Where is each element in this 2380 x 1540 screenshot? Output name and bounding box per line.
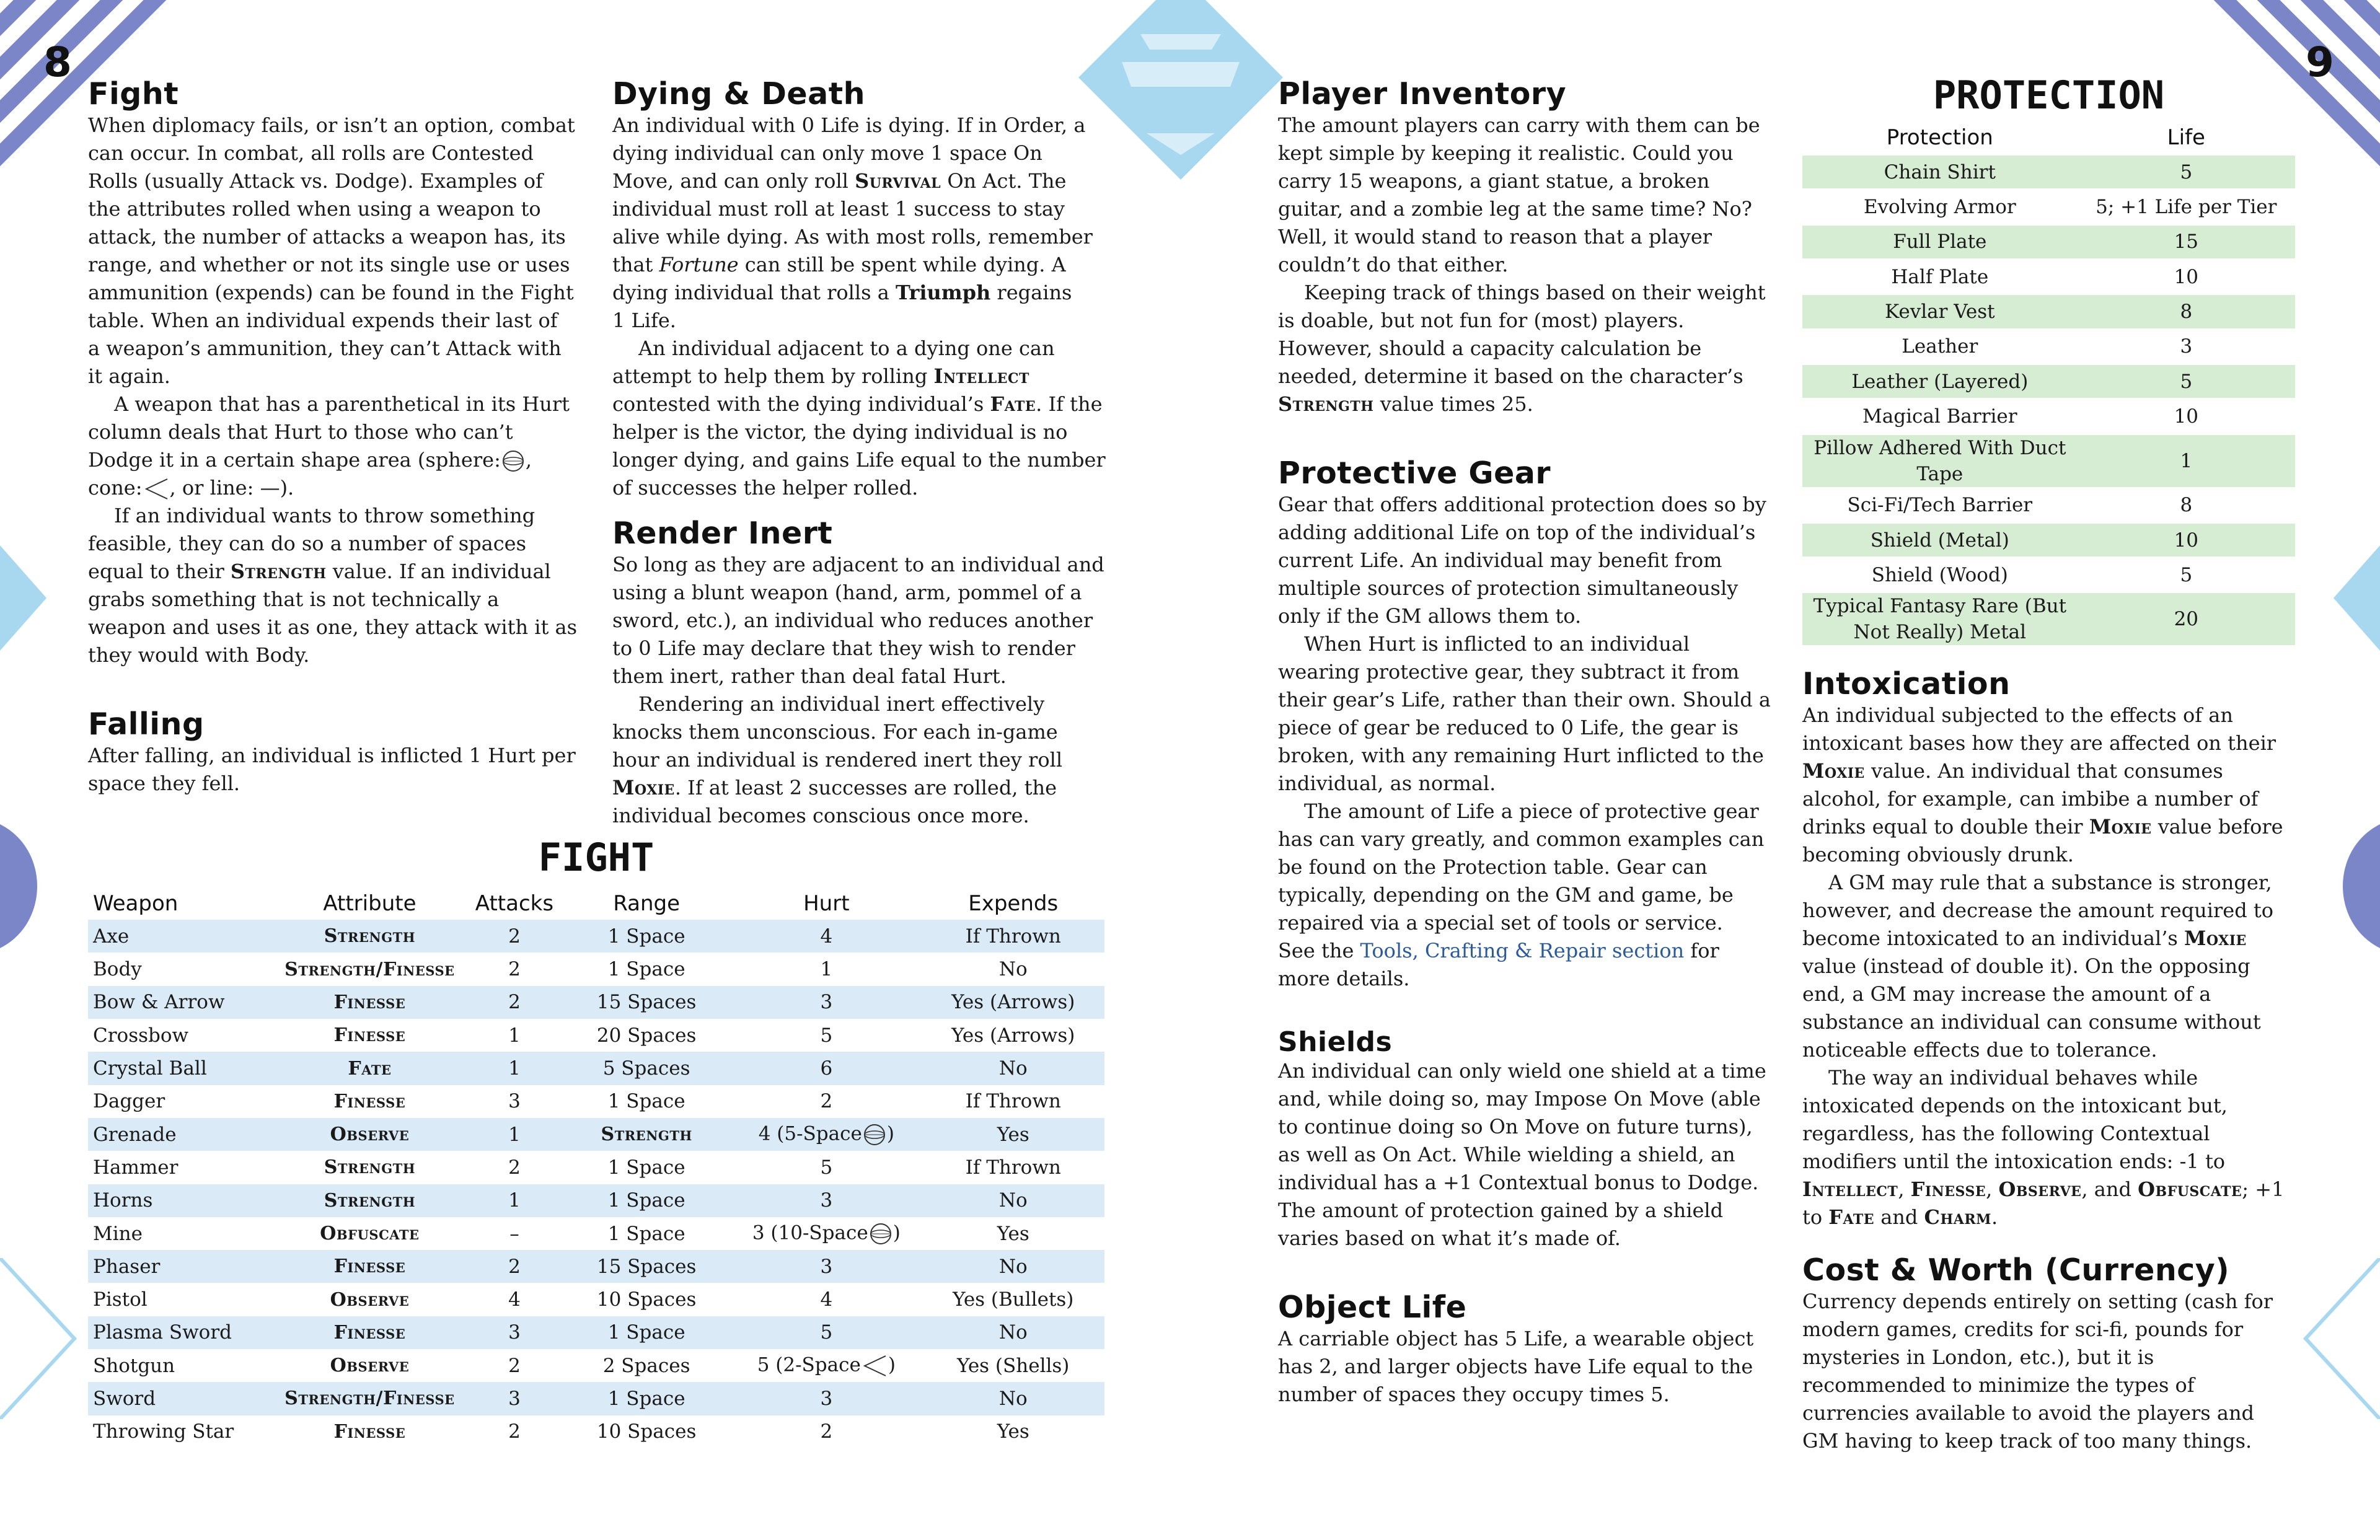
weapon-cell: Throwing Star [93, 1420, 234, 1443]
table-row [88, 1052, 1104, 1085]
column-header: Range [613, 891, 680, 917]
protection-name-cell: Pillow Adhered With Duct Tape [1802, 434, 2078, 488]
protection-name-cell: Evolving Armor [1802, 190, 2078, 224]
protection-life-cell: 8 [2078, 488, 2295, 522]
table-row [88, 1316, 1104, 1349]
table-row [1802, 260, 2295, 294]
edge-diamond-left [0, 545, 50, 651]
attribute-cell: Strength [273, 1184, 467, 1217]
table-row [1802, 558, 2295, 592]
table-row [1802, 364, 2295, 398]
range-cell: 1 Space [607, 1090, 685, 1113]
attacks-cell: 1 [467, 1118, 562, 1151]
protection-table [1802, 121, 2295, 645]
hurt-cell: 3 [731, 1250, 922, 1283]
table-row [1802, 488, 2295, 522]
range-cell: 1 Space [562, 1184, 731, 1217]
attacks-cell: 1 [508, 1024, 521, 1047]
table-row [88, 1250, 1104, 1283]
fight-table-title: FIGHT [538, 835, 654, 880]
protection-life-cell: 20 [2078, 592, 2295, 646]
weapon-cell: Crystal Ball [88, 1052, 273, 1085]
protection-life-cell: 5; +1 Life per Tier [2078, 190, 2295, 224]
protection-life-cell: 10 [2078, 260, 2295, 294]
dying-paragraph-1: An individual with 0 Life is dying. If in Order, a dying individual can only move 1 space On Move, and can only roll Survival On Act. The individual must roll at least 1 success to stay alive while dying. As with most rolls, remember that Fortune can still be spent while dying. A dying individual that rolls a Triumph regains 1 Life. [612, 113, 1093, 332]
expends-cell: No [922, 1316, 1104, 1349]
protection-life-cell: 10 [2078, 522, 2295, 557]
column-header: Expends [968, 891, 1059, 917]
currency-paragraph: Currency depends entirely on setting (cash for modern games, credits for sci-fi, pounds for mysteries in London, etc.), but it is recommended to minimize the types of currencies available to avoid the players and GM having to keep track of too many things. [1802, 1290, 2273, 1453]
table-row [1802, 294, 2295, 329]
column-4 [1802, 74, 2295, 1455]
attacks-cell: 2 [508, 1156, 521, 1179]
attribute-cell: Obfuscate [320, 1223, 420, 1244]
weapon-cell: Body [93, 958, 142, 981]
attribute-cell: Finesse [273, 1250, 467, 1283]
attribute-cell: Finesse [273, 986, 467, 1019]
render-inert-paragraph-1: So long as they are adjacent to an individual and using a blunt weapon (hand, arm, pommel of a sword, etc.), an individual who reduces another to 0 Life may declare that they wish to render them inert, rather than deal fatal Hurt. [612, 552, 1104, 688]
protection-name-cell: Shield (Metal) [1802, 522, 2078, 557]
fight-table-section [88, 837, 1104, 1448]
hurt-cell: 1 [820, 958, 833, 981]
fight-table-header-row [88, 887, 1104, 920]
range-cell: 15 Spaces [562, 1250, 731, 1283]
intoxication-paragraph-3: The way an individual behaves while intoxicated depends on the intoxicant but, regardless, has the following Contextual modifiers until the intoxication ends: -1 to Intellect, Finesse, Observe, and Obfuscate; +1 to Fate and Charm. [1802, 1066, 2285, 1230]
hurt-cell: 4 (5-Space ) [731, 1118, 922, 1151]
hurt-cell: 4 [731, 920, 922, 953]
range-cell: Strength [562, 1118, 731, 1151]
object-life-heading: Object Life [1278, 1290, 1467, 1326]
range-cell: 10 Spaces [596, 1288, 697, 1311]
attacks-cell: 2 [467, 1250, 562, 1283]
weapon-cell: Bow & Arrow [88, 986, 273, 1019]
falling-paragraph: After falling, an individual is inflicted 1 Hurt per space they fell. [88, 743, 576, 795]
expends-cell: Yes (Shells) [957, 1354, 1070, 1377]
table-row [1802, 190, 2295, 224]
protection-name-cell: Kevlar Vest [1802, 294, 2078, 329]
attacks-cell: 2 [508, 1420, 521, 1443]
attribute-cell: Strength/Finesse [273, 1382, 467, 1415]
table-row [88, 1184, 1104, 1217]
attacks-cell: 3 [467, 1382, 562, 1415]
column-header: Weapon [93, 891, 178, 917]
weapon-cell: Hammer [93, 1156, 178, 1179]
expends-cell: Yes (Arrows) [922, 986, 1104, 1019]
table-row [88, 1118, 1104, 1151]
attacks-cell: 2 [508, 958, 521, 981]
protection-table-header-row [1802, 121, 2295, 155]
column-header: Attribute [323, 891, 416, 917]
table-row [88, 920, 1104, 953]
edge-diamond-outline-right [2299, 1258, 2380, 1419]
table-row [88, 1349, 1104, 1382]
protection-name-cell: Leather (Layered) [1802, 364, 2078, 398]
range-cell: 10 Spaces [596, 1420, 697, 1443]
attribute-cell: Finesse [333, 1024, 406, 1047]
hurt-cell: 3 [731, 986, 922, 1019]
table-row [88, 1283, 1104, 1316]
edge-diamond-right [2330, 545, 2380, 651]
table-row [1802, 329, 2295, 364]
attribute-cell: Observe [330, 1355, 410, 1377]
table-row [88, 1151, 1104, 1184]
protective-gear-paragraph-1: Gear that offers additional protection does so by adding additional Life on top of the individual’s current Life. An individual may benefit from multiple sources of protection simultaneously only if the GM allows them to. [1278, 492, 1766, 628]
hurt-cell: 2 [820, 1090, 833, 1113]
expends-cell: If Thrown [922, 920, 1104, 953]
range-cell: 2 Spaces [602, 1354, 690, 1377]
expends-cell: If Thrown [965, 1156, 1061, 1179]
protection-life-cell: 15 [2078, 224, 2295, 259]
hurt-cell: 5 [731, 1316, 922, 1349]
expends-cell: No [998, 958, 1028, 981]
column-header: Attacks [475, 891, 554, 917]
fight-table-body [88, 920, 1104, 1448]
shields-heading: Shields [1278, 1026, 1393, 1058]
cone-shape-icon [143, 477, 170, 501]
protective-gear-paragraph-3: The amount of Life a piece of protective gear has can vary greatly, and common examples can be found on the Protection table. Gear can typically, depending on the GM and game, be repaired via a special set of tools or service. See the Tools, Crafting & Repair section for more details. [1278, 799, 1765, 990]
attribute-cell: Strength [324, 1156, 416, 1179]
table-row [88, 1019, 1104, 1052]
fight-heading: Fight [88, 76, 179, 112]
edge-half-circle-right [2337, 824, 2380, 948]
protection-name-cell: Full Plate [1802, 224, 2078, 259]
column-header: Protection [1886, 125, 1993, 151]
render-inert-heading: Render Inert [612, 515, 833, 551]
attribute-cell: Finesse [333, 1090, 406, 1112]
attacks-cell: 2 [467, 986, 562, 1019]
inventory-paragraph-2: Keeping track of things based on their weight is doable, but not fun for (most) players. However, should a capacity calculation be needed, determine it based on the character’s Strength value times 25. [1278, 280, 1766, 416]
range-cell: 1 Space [562, 920, 731, 953]
table-row [88, 1085, 1104, 1118]
table-row [1802, 399, 2295, 434]
protection-life-cell: 5 [2078, 155, 2295, 190]
hurt-cell: 4 [820, 1288, 833, 1311]
attacks-cell: 1 [467, 1052, 562, 1085]
edge-half-circle-left [0, 824, 43, 948]
expends-cell: No [922, 1184, 1104, 1217]
expends-cell: No [922, 1052, 1104, 1085]
attacks-cell: 2 [508, 1354, 521, 1377]
weapon-cell: Sword [88, 1382, 273, 1415]
protection-name-cell: Sci-Fi/Tech Barrier [1802, 488, 2078, 522]
expends-cell: Yes [922, 1118, 1104, 1151]
range-cell: 1 Space [607, 1156, 685, 1179]
range-cell: 1 Space [607, 1222, 685, 1245]
expends-cell: Yes (Bullets) [953, 1288, 1074, 1311]
center-diamond [1078, 0, 1283, 180]
attacks-cell: 3 [467, 1316, 562, 1349]
protection-life-cell: 3 [2078, 329, 2295, 364]
column-3 [1278, 77, 1771, 1409]
weapon-cell: Shotgun [93, 1354, 175, 1377]
protection-table-body [1802, 155, 2295, 646]
object-life-paragraph: A carriable object has 5 Life, a wearable object has 2, and larger objects have Life equal to the number of spaces they occupy times 5. [1278, 1326, 1754, 1406]
range-cell: 5 Spaces [562, 1052, 731, 1085]
sphere-shape-icon [862, 1122, 887, 1147]
attribute-cell: Observe [330, 1288, 410, 1311]
column-2 [612, 77, 1108, 830]
intoxication-paragraph-1: An individual subjected to the effects of an intoxicant bases how they are affected on their Moxie value. An individual that consumes alcohol, for example, can imbibe a number of drinks equal to double their Moxie value before becoming obviously drunk. [1802, 703, 2283, 867]
inventory-paragraph-1: The amount players can carry with them can be kept simple by keeping it realistic. Could you carry 15 weapons, a giant statue, a broken guitar, and a zombie leg at the same time? No? Well, it would stand to reason that a player couldn’t do that either. [1278, 113, 1760, 276]
hurt-cell: 3 (10-Space ) [731, 1217, 922, 1250]
weapon-cell: Grenade [88, 1118, 273, 1151]
dying-paragraph-2: An individual adjacent to a dying one can attempt to help them by rolling Intellect contested with the dying individual’s Fate. If the helper is the victor, the dying individual is no longer dying, and gains Life equal to the number of successes the helper rolled. [612, 336, 1106, 499]
protection-name-cell: Shield (Wood) [1802, 558, 2078, 592]
table-row [88, 986, 1104, 1019]
edge-diamond-outline-left [0, 1258, 81, 1419]
tools-crafting-repair-link[interactable]: Tools, Crafting & Repair section [1360, 938, 1685, 962]
protection-table-title: PROTECTION [1933, 73, 2165, 118]
protection-life-cell: 10 [2078, 399, 2295, 434]
hurt-cell: 5 (2-Space ) [731, 1349, 922, 1382]
weapon-cell: Plasma Sword [88, 1316, 273, 1349]
attribute-cell: Finesse [333, 1420, 406, 1443]
column-header: Hurt [803, 891, 850, 917]
attacks-cell: – [509, 1222, 519, 1245]
protection-name-cell: Half Plate [1802, 260, 2078, 294]
range-cell: 1 Space [562, 1316, 731, 1349]
weapon-cell: Phaser [88, 1250, 273, 1283]
inventory-heading: Player Inventory [1278, 76, 1567, 112]
expends-cell: No [922, 1382, 1104, 1415]
sphere-shape-icon [501, 449, 526, 473]
falling-heading: Falling [88, 706, 205, 742]
attacks-cell: 2 [467, 920, 562, 953]
column-1 [88, 77, 578, 798]
page-number-left: 8 [43, 38, 72, 86]
range-cell: 15 Spaces [562, 986, 731, 1019]
currency-heading: Cost & Worth (Currency) [1802, 1252, 2230, 1288]
hurt-cell: 5 [820, 1024, 833, 1047]
table-row [1802, 592, 2295, 646]
fight-paragraph-3: If an individual wants to throw something feasible, they can do so a number of spaces equal to their Strength value. If an individual grabs something that is not technically a weapon and uses it as one, they attack with it as they would with Body. [88, 503, 577, 667]
table-row [1802, 522, 2295, 557]
render-inert-paragraph-2: Rendering an individual inert effectively knocks them unconscious. For each in-game hour an individual is rendered inert they roll Moxie. If at least 2 successes are rolled, the individual becomes conscious once more. [612, 692, 1063, 827]
expends-cell: If Thrown [965, 1090, 1061, 1113]
expends-cell: No [922, 1250, 1104, 1283]
weapon-cell: Dagger [93, 1090, 165, 1113]
attacks-cell: 1 [467, 1184, 562, 1217]
attribute-cell: Strength [273, 920, 467, 953]
attribute-cell: Observe [273, 1118, 467, 1151]
attacks-cell: 4 [508, 1288, 521, 1311]
table-row [88, 1415, 1104, 1448]
page-number-right: 9 [2306, 38, 2334, 86]
intoxication-paragraph-2: A GM may rule that a substance is stronger, however, and decrease the amount required to become intoxicated to an individual’s Moxie value (instead of double it). On the opposing end, a GM may increase the amount of a substance an individual can consume without noticeable effects due to tolerance. [1802, 871, 2273, 1062]
table-row [1802, 155, 2295, 190]
dying-heading: Dying & Death [612, 76, 865, 112]
protective-gear-paragraph-2: When Hurt is inflicted to an individual wearing protective gear, they subtract it from their gear’s Life, rather than their own. Should a piece of gear be reduced to 0 Life, the gear is broken, with any remaining Hurt inflicted to the individual, as normal. [1278, 631, 1771, 795]
table-row [88, 953, 1104, 985]
fight-paragraph-1: When diplomacy fails, or isn’t an option, combat can occur. In combat, all rolls are Contested Rolls (usually Attack vs. Dodge). Examples of the attributes rolled when using a weapon to attack, the number of attacks a weapon has, its range, and whether or not its single use or uses ammunition (expends) can be found in the Fight table. When an individual expends their last of a weapon’s ammunition, they can’t Attack with it again. [88, 113, 575, 388]
protection-name-cell: Chain Shirt [1802, 155, 2078, 190]
hurt-cell: 2 [820, 1420, 833, 1443]
protection-life-cell: 5 [2078, 558, 2295, 592]
weapon-cell: Pistol [93, 1288, 148, 1311]
attribute-cell: Strength/Finesse [284, 958, 455, 980]
cone-shape-icon [861, 1353, 888, 1378]
protection-name-cell: Leather [1802, 329, 2078, 364]
intoxication-heading: Intoxication [1802, 666, 2011, 702]
protective-gear-heading: Protective Gear [1278, 455, 1551, 491]
column-header: Life [2167, 125, 2205, 151]
protection-life-cell: 8 [2078, 294, 2295, 329]
weapon-cell: Horns [88, 1184, 273, 1217]
protection-life-cell: 5 [2078, 364, 2295, 398]
shields-paragraph: An individual can only wield one shield at a time and, while doing so, may Impose On Move (able to continue doing so On Move on future turns), as well as On Act. While wielding a shield, an individual has a +1 Contextual bonus to Dodge. The amount of protection gained by a shield varies based on what it’s made of. [1278, 1059, 1766, 1251]
protection-life-cell: 1 [2078, 434, 2295, 488]
expends-cell: Yes [997, 1222, 1029, 1245]
sphere-shape-icon [868, 1221, 893, 1246]
weapon-cell: Axe [88, 920, 273, 953]
hurt-cell: 3 [731, 1184, 922, 1217]
protection-name-cell: Magical Barrier [1802, 399, 2078, 434]
fight-table [88, 887, 1104, 1448]
hurt-cell: 3 [731, 1382, 922, 1415]
table-row [1802, 434, 2295, 488]
hurt-cell: 5 [820, 1156, 833, 1179]
table-row [88, 1382, 1104, 1415]
hurt-cell: 6 [731, 1052, 922, 1085]
attribute-cell: Finesse [273, 1316, 467, 1349]
weapon-cell: Crossbow [93, 1024, 189, 1047]
range-cell: 1 Space [562, 1382, 731, 1415]
expends-cell: Yes (Arrows) [951, 1024, 1075, 1047]
attribute-cell: Fate [273, 1052, 467, 1085]
fight-paragraph-2: A weapon that has a parenthetical in its Hurt column deals that Hurt to those who can’t Dodge it in a certain shape area (sphere: , cone: , or line: —). [88, 390, 578, 502]
attacks-cell: 3 [508, 1090, 521, 1113]
table-row [88, 1217, 1104, 1250]
table-row [1802, 224, 2295, 259]
protection-name-cell: Typical Fantasy Rare (But Not Really) Metal [1802, 592, 2078, 646]
range-cell: 20 Spaces [596, 1024, 697, 1047]
expends-cell: Yes [997, 1420, 1029, 1443]
weapon-cell: Mine [93, 1222, 143, 1245]
range-cell: 1 Space [607, 958, 685, 981]
